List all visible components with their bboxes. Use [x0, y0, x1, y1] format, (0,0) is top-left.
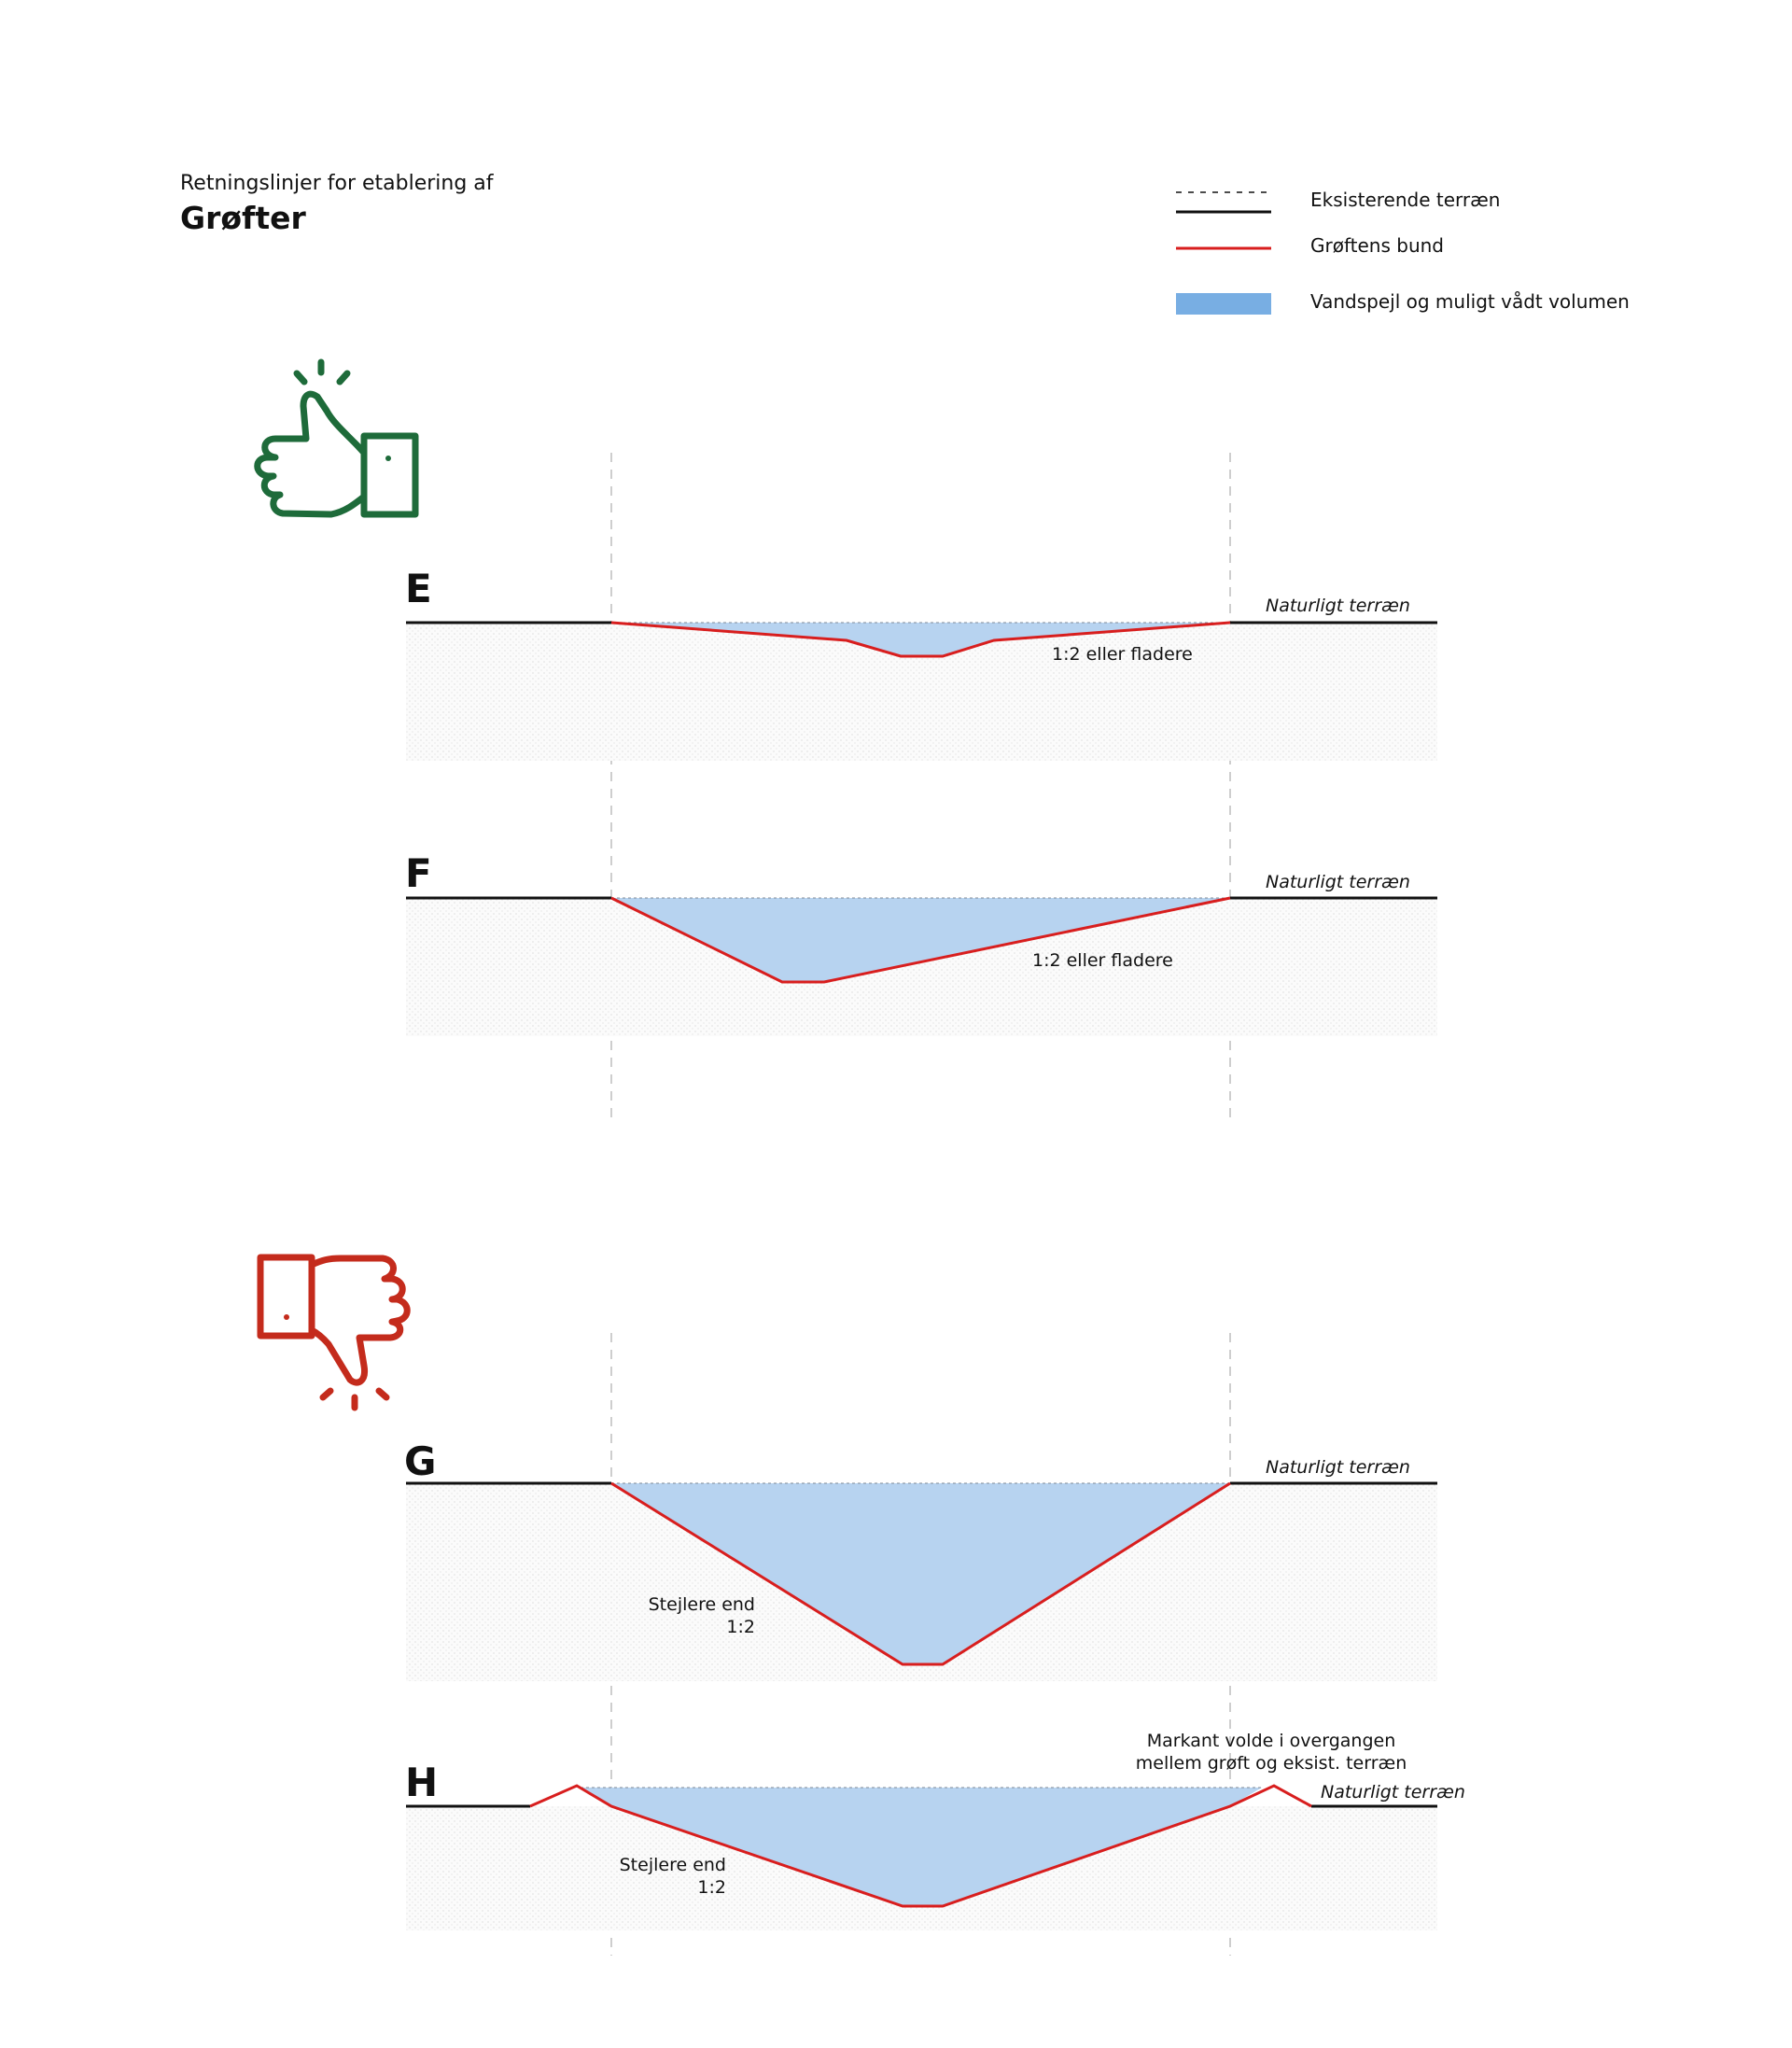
legend-water-swatch	[1176, 293, 1271, 315]
thumbs-up-icon	[258, 362, 415, 514]
section-label-e: E	[405, 566, 432, 611]
legend	[1176, 192, 1271, 315]
note-label-h-line2: mellem grøft og eksist. terræn	[1135, 1753, 1407, 1774]
terrain-label-g: Naturligt terræn	[1266, 1457, 1410, 1478]
legend-label-ditch-bottom: Grøftens bund	[1310, 234, 1444, 257]
slope-label-g-line1: Stejlere end	[648, 1594, 755, 1615]
section-h	[405, 1731, 1465, 1930]
slope-label-e: 1:2 eller fladere	[1052, 644, 1193, 665]
section-e	[405, 566, 1437, 761]
terrain-label-h: Naturligt terræn	[1321, 1782, 1465, 1803]
slope-label-g-line2: 1:2	[726, 1617, 755, 1637]
legend-label-water-volume: Vandspejl og muligt vådt volumen	[1310, 290, 1630, 313]
note-label-h-line1: Markant volde i overgangen	[1146, 1731, 1396, 1751]
section-label-f: F	[405, 850, 432, 896]
section-g	[404, 1438, 1437, 1681]
page-subtitle: Retningslinjer for etablering af	[180, 172, 494, 195]
thumbs-down-icon	[260, 1257, 407, 1408]
slope-label-f: 1:2 eller fladere	[1032, 950, 1173, 971]
page-title: Grøfter	[180, 200, 306, 236]
slope-label-h-line2: 1:2	[697, 1877, 726, 1898]
section-f	[405, 850, 1437, 1036]
section-label-g: G	[404, 1438, 437, 1484]
legend-label-existing-terrain: Eksisterende terræn	[1310, 189, 1501, 211]
slope-label-h-line1: Stejlere end	[619, 1855, 726, 1875]
terrain-label-f: Naturligt terræn	[1266, 872, 1410, 892]
section-label-h: H	[405, 1760, 439, 1805]
terrain-label-e: Naturligt terræn	[1266, 596, 1410, 616]
